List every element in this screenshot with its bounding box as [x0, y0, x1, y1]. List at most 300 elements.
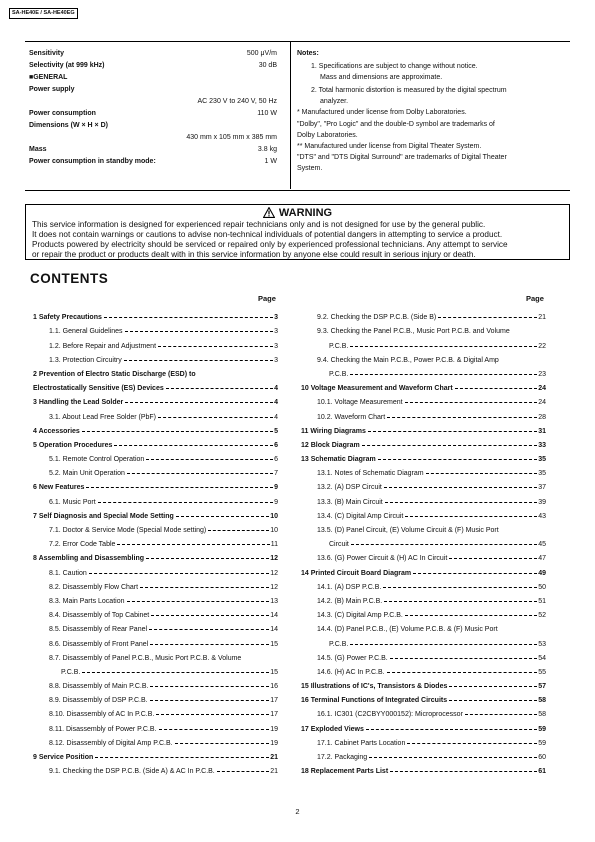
toc-page-number: 19	[270, 725, 278, 733]
toc-leader	[384, 487, 537, 488]
toc-entry[interactable]	[301, 491, 546, 505]
page-number: 2	[295, 807, 300, 816]
toc-leader	[150, 700, 270, 701]
trademark-6: System.	[297, 164, 323, 172]
toc-page-number: 9	[274, 498, 278, 506]
spec-row	[29, 48, 277, 60]
toc-entry-title: 13.1. Notes of Schematic Diagram	[317, 470, 424, 478]
toc-entry[interactable]	[33, 548, 278, 562]
spec-label: ■GENERAL	[29, 74, 68, 81]
toc-page-number: 54	[538, 654, 546, 662]
toc-page-number: 59	[538, 739, 546, 747]
toc-entry[interactable]	[301, 534, 546, 548]
toc-entry[interactable]	[301, 548, 546, 562]
toc-entry-title: 8.1. Caution	[49, 569, 87, 577]
toc-leader	[449, 700, 537, 701]
toc-page-number: 57	[538, 683, 546, 691]
toc-entry-title: 13 Schematic Diagram	[301, 456, 376, 464]
spec-value: 110 W	[257, 110, 277, 117]
toc-entry-title: 16 Terminal Functions of Integrated Circuits	[301, 697, 448, 705]
toc-leader	[151, 615, 269, 616]
toc-entry[interactable]	[33, 562, 278, 576]
toc-page-number: 21	[270, 768, 278, 776]
toc-entry-title: 14.2. (B) Main P.C.B.	[317, 597, 383, 605]
toc-page-number: 37	[538, 484, 546, 492]
toc-page-number: 4	[274, 413, 278, 421]
spec-value: 500 μV/m	[246, 50, 277, 57]
toc-leader	[405, 402, 538, 403]
toc-entry[interactable]	[33, 662, 278, 676]
toc-entry[interactable]	[301, 335, 546, 349]
toc-entry[interactable]	[301, 307, 546, 321]
toc-entry[interactable]	[33, 449, 278, 463]
toc-page-number: 13	[270, 597, 278, 605]
toc-entry[interactable]	[33, 477, 278, 491]
toc-page-number: 39	[538, 498, 546, 506]
toc-leader	[208, 530, 269, 531]
toc-leader	[405, 516, 537, 517]
toc-entry[interactable]	[33, 591, 278, 605]
toc-entry-title: 10.2. Waveform Chart	[317, 413, 386, 421]
toc-leader	[158, 417, 273, 418]
toc-entry-title: 8.11. Disassembly of Power P.C.B.	[49, 725, 157, 733]
spec-row	[29, 132, 277, 144]
toc-entry[interactable]	[301, 733, 546, 747]
toc-entry[interactable]	[301, 633, 546, 647]
toc-entry-title: 11 Wiring Diagrams	[301, 427, 366, 435]
spec-row	[29, 72, 277, 84]
toc-page-number: 35	[538, 456, 546, 464]
toc-entry[interactable]	[33, 406, 278, 420]
toc-entry-title: P.C.B.	[329, 640, 349, 648]
toc-entry-title: 4 Accessories	[33, 427, 80, 435]
toc-entry-title: 18 Replacement Parts List	[301, 768, 389, 776]
toc-entry[interactable]	[301, 449, 546, 463]
warning-title-text: WARNING	[278, 207, 333, 219]
toc-entry-title: 8.2. Disassembly Flow Chart	[49, 583, 139, 591]
spec-value: 1 W	[264, 158, 277, 165]
toc-page-number: 5	[274, 427, 278, 435]
toc-page-number: 22	[538, 342, 546, 350]
toc-entry-title: 8.8. Disassembly of Main P.C.B.	[49, 683, 149, 691]
toc-leader	[449, 686, 537, 687]
toc-entry-title: 16.1. IC301 (C2CBYY000152): Microprocessor	[317, 711, 463, 719]
toc-leader	[390, 771, 537, 772]
toc-entry-title: 14.3. (C) Digital Amp P.C.B.	[317, 612, 403, 620]
toc-entry[interactable]	[33, 491, 278, 505]
toc-page-number: 47	[538, 555, 546, 563]
toc-entry-title: 17.2. Packaging	[317, 754, 368, 761]
toc-leader	[387, 672, 538, 673]
toc-entry-title: Circuit	[329, 541, 349, 549]
spec-row	[29, 144, 277, 156]
toc-page-number: 12	[270, 569, 278, 577]
spec-label: Power supply	[29, 86, 75, 93]
toc-entry-title: 8.6. Disassembly of Front Panel	[49, 640, 149, 648]
spec-row	[29, 120, 277, 132]
toc-entry[interactable]	[301, 562, 546, 576]
warning-line-3: Products powered by electricity should be serviced or repaired only by experienced professional technicians. Any attempt to service	[32, 240, 508, 249]
note-2a: 2. Total harmonic distortion is measured by the digital spectrum	[311, 87, 507, 95]
toc-entry[interactable]	[33, 733, 278, 747]
toc-page-number: 9	[274, 484, 278, 492]
toc-leader	[117, 544, 269, 545]
toc-entry-title: P.C.B.	[329, 342, 349, 350]
toc-entry[interactable]	[301, 662, 546, 676]
toc-entry-title: 8 Assembling and Disassembling	[33, 555, 144, 563]
toc-leader	[351, 544, 537, 545]
toc-entry-title: 17 Exploded Views	[301, 725, 364, 733]
toc-leader	[86, 487, 273, 488]
toc-entry-title: 15 Illustrations of IC's, Transistors & Diodes	[301, 683, 448, 691]
toc-entry-title: 8.4. Disassembly of Top Cabinet	[49, 612, 150, 620]
toc-page-number: 45	[538, 541, 546, 549]
toc-entry[interactable]	[301, 605, 546, 619]
toc-entry-title: 7.2. Error Code Table	[49, 541, 116, 549]
toc-page-number: 3	[274, 314, 278, 322]
toc-leader	[387, 417, 537, 418]
toc-entry-title: 1.2. Before Repair and Adjustment	[49, 342, 157, 350]
toc-entry[interactable]	[301, 690, 546, 704]
toc-entry[interactable]	[301, 591, 546, 605]
toc-entry[interactable]	[33, 633, 278, 647]
toc-page-number: 17	[270, 697, 278, 705]
toc-leader	[140, 587, 269, 588]
toc-entry-title: 6 New Features	[33, 484, 85, 492]
toc-right-column	[301, 307, 546, 775]
toc-entry[interactable]	[301, 321, 546, 335]
toc-leader	[369, 757, 537, 758]
toc-leader	[217, 771, 269, 772]
toc-page-number: 6	[274, 441, 278, 449]
toc-entry[interactable]	[33, 463, 278, 477]
toc-leader	[82, 431, 273, 432]
toc-entry[interactable]	[301, 378, 546, 392]
toc-entry[interactable]	[301, 350, 546, 364]
toc-page-number: 60	[538, 754, 546, 761]
page-header-left: Page	[258, 294, 276, 303]
toc-entry[interactable]	[33, 718, 278, 732]
toc-page-number: 21	[538, 314, 546, 322]
toc-page-number: 58	[538, 711, 546, 719]
toc-entry-title: 2 Prevention of Electro Static Discharge (ESD) to	[33, 370, 196, 378]
toc-page-number: 3	[274, 356, 278, 364]
toc-entry-title: 7 Self Diagnosis and Special Mode Setting	[33, 512, 174, 520]
spec-value: 430 mm x 105 mm x 385 mm	[186, 134, 277, 141]
warning-box	[25, 204, 570, 260]
toc-leader	[350, 374, 537, 375]
contents-title: CONTENTS	[30, 271, 109, 286]
toc-entry[interactable]	[33, 307, 278, 321]
toc-page-number: 19	[270, 739, 278, 747]
toc-leader	[125, 331, 274, 332]
toc-leader	[384, 601, 537, 602]
note-1a: 1. Specifications are subject to change without notice.	[311, 63, 478, 71]
toc-entry[interactable]	[33, 506, 278, 520]
toc-entry-title: P.C.B.	[329, 370, 349, 378]
toc-entry[interactable]	[301, 392, 546, 406]
toc-entry[interactable]	[33, 534, 278, 548]
toc-leader	[390, 658, 538, 659]
toc-page-number: 28	[538, 413, 546, 421]
warning-line-1: This service information is designed for experienced repair technicians only and is not designed for use by the general public.	[32, 220, 486, 229]
toc-entry-title: 5.2. Main Unit Operation	[49, 470, 125, 478]
toc-page-number: 61	[538, 768, 546, 776]
toc-left-column	[33, 307, 278, 775]
toc-entry-title: 14.6. (H) AC In P.C.B.	[317, 668, 385, 676]
toc-leader	[405, 615, 537, 616]
toc-entry[interactable]	[33, 619, 278, 633]
toc-entry-title: 14.1. (A) DSP P.C.B.	[317, 583, 382, 591]
spec-row	[29, 60, 277, 72]
spec-label: Sensitivity	[29, 50, 65, 57]
spec-value: 30 dB	[258, 62, 277, 69]
toc-entry[interactable]	[33, 421, 278, 435]
toc-entry-title: 13.6. (G) Power Circuit & (H) AC In Circuit	[317, 555, 448, 563]
toc-entry[interactable]	[33, 350, 278, 364]
toc-entry-title: 14 Printed Circuit Board Diagram	[301, 569, 412, 577]
toc-entry-title: 1.1. General Guidelines	[49, 328, 123, 336]
toc-entry-title: 1.3. Protection Circuitry	[49, 356, 122, 364]
toc-page-number: 53	[538, 640, 546, 648]
toc-leader	[426, 473, 538, 474]
toc-leader	[146, 459, 273, 460]
toc-leader	[362, 445, 537, 446]
spec-divider	[290, 41, 291, 189]
toc-entry-title: 6.1. Music Port	[49, 498, 96, 506]
toc-page-number: 55	[538, 668, 546, 676]
toc-leader	[150, 686, 269, 687]
toc-page-number: 23	[538, 370, 546, 378]
toc-entry[interactable]	[301, 520, 546, 534]
toc-page-number: 14	[270, 626, 278, 634]
notes	[297, 48, 565, 174]
toc-leader	[95, 757, 269, 758]
toc-entry-title: 8.3. Main Parts Location	[49, 597, 125, 605]
toc-entry[interactable]	[33, 648, 278, 662]
toc-entry[interactable]	[301, 477, 546, 491]
toc-page-number: 24	[538, 399, 546, 407]
toc-page-number: 52	[538, 612, 546, 620]
trademark-1: * Manufactured under license from Dolby Laboratories.	[297, 109, 467, 117]
toc-entry-title: 10 Voltage Measurement and Waveform Chart	[301, 385, 453, 393]
toc-entry[interactable]	[301, 619, 546, 633]
toc-entry-title: 9.4. Checking the Main P.C.B., Power P.C.B. & Digital Amp	[317, 356, 499, 364]
toc-entry-title: 9.3. Checking the Panel P.C.B., Music Port P.C.B. and Volume	[317, 328, 510, 336]
toc-entry[interactable]	[301, 704, 546, 718]
toc-entry-title: 8.9. Disassembly of DSP P.C.B.	[49, 697, 148, 705]
toc-entry-title: 9 Service Position	[33, 754, 94, 761]
toc-entry-title: 5.1. Remote Control Operation	[49, 456, 145, 464]
toc-leader	[166, 388, 273, 389]
toc-page-number: 21	[270, 754, 278, 761]
toc-leader	[104, 317, 273, 318]
toc-page-number: 7	[274, 470, 278, 478]
toc-entry-title: 13.3. (B) Main Circuit	[317, 498, 383, 506]
note-2b: analyzer.	[320, 98, 349, 106]
toc-leader	[378, 459, 538, 460]
notes-title: Notes:	[297, 50, 319, 57]
toc-entry[interactable]	[301, 648, 546, 662]
toc-entry[interactable]	[301, 435, 546, 449]
toc-page-number: 15	[270, 640, 278, 648]
toc-leader	[368, 431, 537, 432]
toc-page-number: 58	[538, 697, 546, 705]
spec-label: Power consumption	[29, 110, 96, 117]
toc-entry-title: Electrostatically Sensitive (ES) Devices	[33, 385, 164, 393]
toc-entry[interactable]	[33, 676, 278, 690]
toc-entry[interactable]	[33, 435, 278, 449]
toc-leader	[366, 729, 537, 730]
toc-leader	[127, 473, 273, 474]
toc-leader	[146, 558, 269, 559]
toc-leader	[150, 644, 269, 645]
toc-entry[interactable]	[33, 577, 278, 591]
toc-page-number: 43	[538, 512, 546, 520]
toc-leader	[350, 644, 537, 645]
toc-page-number: 6	[274, 456, 278, 464]
toc-entry[interactable]	[301, 463, 546, 477]
toc-page-number: 10	[270, 512, 278, 520]
toc-entry-title: 13.2. (A) DSP Circuit	[317, 484, 382, 492]
toc-entry[interactable]	[301, 364, 546, 378]
warning-triangle-icon	[263, 207, 275, 218]
toc-entry[interactable]	[301, 421, 546, 435]
toc-leader	[89, 573, 269, 574]
toc-entry-title: 14.5. (G) Power P.C.B.	[317, 654, 388, 662]
toc-leader	[159, 729, 270, 730]
toc-entry-title: 14.4. (D) Panel P.C.B., (E) Volume P.C.B. & (F) Music Port	[317, 626, 498, 634]
toc-page-number: 4	[274, 399, 278, 407]
toc-entry[interactable]	[33, 378, 278, 392]
toc-page-number: 49	[538, 569, 546, 577]
toc-entry-title: 8.5. Disassembly of Rear Panel	[49, 626, 148, 634]
toc-entry[interactable]	[33, 704, 278, 718]
spec-label: Dimensions (W × H × D)	[29, 122, 108, 129]
toc-entry-title: 9.2. Checking the DSP P.C.B. (Side B)	[317, 314, 437, 322]
toc-entry[interactable]	[33, 761, 278, 775]
toc-leader	[176, 516, 269, 517]
toc-leader	[114, 445, 273, 446]
toc-leader	[98, 502, 273, 503]
toc-page-number: 24	[538, 385, 546, 393]
toc-leader	[449, 558, 537, 559]
toc-page-number: 11	[270, 541, 278, 549]
warning-line-2: It does not contain warnings or cautions to advise non-technical individuals of potential dangers in attempting to service a product.	[32, 230, 503, 239]
spec-label: Mass	[29, 146, 47, 153]
toc-entry[interactable]	[301, 406, 546, 420]
toc-leader	[465, 714, 537, 715]
toc-entry[interactable]	[33, 747, 278, 761]
trademark-5: "DTS" and "DTS Digital Surround" are trademarks of Digital Theater	[297, 153, 507, 161]
toc-entry-title: 10.1. Voltage Measurement	[317, 399, 403, 407]
spec-row	[29, 84, 277, 96]
toc-entry-title: 8.7. Disassembly of Panel P.C.B., Music Port P.C.B. & Volume	[49, 654, 242, 662]
specifications	[29, 48, 277, 168]
toc-entry[interactable]	[33, 520, 278, 534]
toc-page-number: 50	[538, 583, 546, 591]
toc-page-number: 15	[270, 668, 278, 676]
toc-page-number: 31	[538, 427, 546, 435]
toc-leader	[413, 573, 537, 574]
spec-label: Power consumption in standby mode:	[29, 158, 156, 165]
spec-value: AC 230 V to 240 V, 50 Hz	[197, 98, 277, 105]
toc-entry-title: 13.4. (C) Digital Amp Circuit	[317, 512, 404, 520]
toc-entry[interactable]	[33, 364, 278, 378]
toc-page-number: 59	[538, 725, 546, 733]
toc-page-number: 17	[270, 711, 278, 719]
toc-leader	[158, 346, 273, 347]
toc-leader	[149, 629, 269, 630]
toc-entry[interactable]	[33, 690, 278, 704]
toc-page-number: 10	[270, 527, 278, 534]
toc-entry[interactable]	[33, 335, 278, 349]
toc-leader	[124, 360, 273, 361]
toc-entry-title: 17.1. Cabinet Parts Location	[317, 739, 406, 747]
toc-entry[interactable]	[301, 577, 546, 591]
toc-page-number: 12	[270, 555, 278, 563]
toc-leader	[438, 317, 537, 318]
warning-line-4: or repair the product or products dealt with in this service information by anyone else could result in serious injury or death.	[32, 250, 476, 259]
spec-value: 3.8 kg	[257, 146, 277, 153]
trademark-4: ** Manufactured under license from Digital Theater System.	[297, 142, 482, 150]
toc-entry[interactable]	[301, 747, 546, 761]
toc-leader	[383, 587, 537, 588]
toc-leader	[82, 672, 269, 673]
toc-page-number: 3	[274, 342, 278, 350]
toc-entry-title: 8.10. Disassembly of AC In P.C.B.	[49, 711, 155, 719]
toc-entry[interactable]	[33, 321, 278, 335]
toc-entry-title: P.C.B.	[61, 668, 81, 676]
toc-entry[interactable]	[301, 676, 546, 690]
warning-title	[32, 207, 563, 220]
toc-leader	[407, 743, 537, 744]
model-tag: SA-HE40E / SA-HE40EG	[9, 8, 78, 19]
toc-entry-title: 1 Safety Precautions	[33, 314, 102, 322]
toc-leader	[350, 346, 537, 347]
toc-entry[interactable]	[301, 506, 546, 520]
note-1b: Mass and dimensions are approximate.	[320, 74, 443, 82]
trademark-3: Dolby Laboratories.	[297, 131, 358, 139]
toc-page-number: 4	[274, 385, 278, 393]
toc-entry-title: 13.5. (D) Panel Circuit, (E) Volume Circuit & (F) Music Port	[317, 527, 499, 534]
spec-row	[29, 96, 277, 108]
toc-entry[interactable]	[33, 392, 278, 406]
page-header-right: Page	[526, 294, 544, 303]
toc-leader	[175, 743, 270, 744]
toc-page-number: 3	[274, 328, 278, 336]
trademark-2: "Dolby", "Pro Logic" and the double-D symbol are trademarks of	[297, 120, 495, 128]
toc-entry-title: 12 Block Diagram	[301, 441, 360, 449]
spec-label: Selectivity (at 999 kHz)	[29, 62, 105, 69]
toc-leader	[156, 714, 269, 715]
toc-entry-title: 3.1. About Lead Free Solder (PbF)	[49, 413, 157, 421]
toc-page-number: 14	[270, 612, 278, 620]
toc-leader	[127, 601, 270, 602]
toc-entry-title: 8.12. Disassembly of Digital Amp P.C.B.	[49, 739, 173, 747]
spec-row	[29, 108, 277, 120]
toc-leader	[455, 388, 537, 389]
toc-page-number: 12	[270, 583, 278, 591]
toc-entry[interactable]	[301, 761, 546, 775]
toc-entry[interactable]	[33, 605, 278, 619]
toc-page-number: 35	[538, 470, 546, 478]
toc-leader	[385, 502, 537, 503]
toc-page-number: 51	[538, 597, 546, 605]
toc-page-number: 16	[270, 683, 278, 691]
toc-page-number: 33	[538, 441, 546, 449]
toc-entry[interactable]	[301, 718, 546, 732]
